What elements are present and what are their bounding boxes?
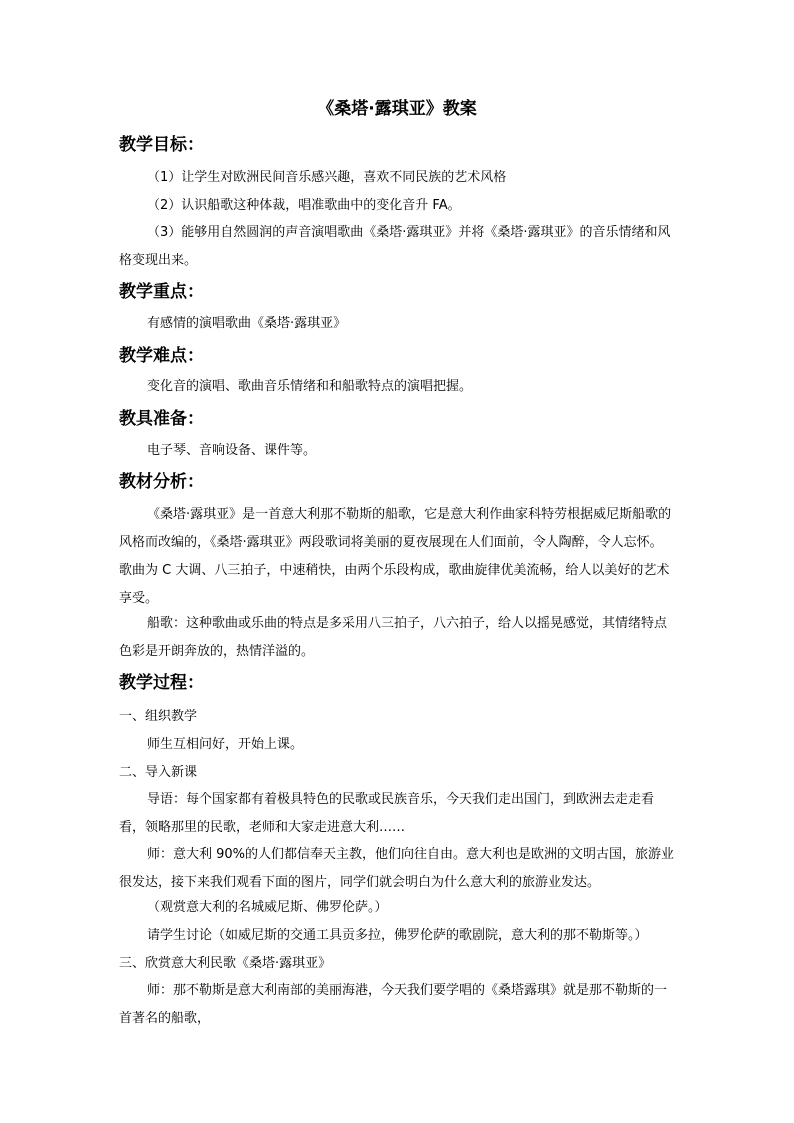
process-step-3-text: 师：那不勒斯是意大利南部的美丽海港，今天我们要学唱的《桑塔露琪》就是那不勒斯的一首著名的船歌， xyxy=(119,983,668,1026)
heading-teaching-process: 教学过程： xyxy=(119,673,204,693)
process-step-3-title: 三、欣赏意大利民歌《桑塔·露琪亚》 xyxy=(119,956,332,971)
analysis-paragraph-2: 船歌：这种歌曲或乐曲的特点是多采用八三拍子，八六拍子，给人以摇晃感觉，其情绪特点色彩是开朗奔放的，热情洋溢的。 xyxy=(119,616,668,659)
difficulties-text: 变化音的演唱、歌曲音乐情绪和和船歌特点的演唱把握。 xyxy=(147,379,473,394)
process-step-1-text: 师生互相问好，开始上课。 xyxy=(147,737,304,752)
heading-teaching-tools: 教具准备： xyxy=(119,409,204,429)
process-step-2-teacher: 师：意大利 90%的人们都信奉天主教，他们向往自由。意大利也是欧洲的文明古国，旅游业很发达，接下来我们观看下面的图片，同学们就会明白为什么意大利的旅游业发达。 xyxy=(119,847,675,890)
heading-material-analysis: 教材分析： xyxy=(119,472,204,492)
tools-text: 电子琴、音响设备、课件等。 xyxy=(147,443,317,458)
goal-item-1: （1）让学生对欧洲民间音乐感兴趣，喜欢不同民族的艺术风格 xyxy=(147,170,507,185)
heading-key-points: 教学重点： xyxy=(119,282,204,302)
process-step-2-title: 二、导入新课 xyxy=(119,765,198,780)
process-step-2-viewing: （观赏意大利的名城威尼斯、佛罗伦萨。） xyxy=(147,900,388,915)
process-step-2-intro: 导语：每个国家都有着极具特色的民歌或民族音乐，今天我们走出国门，到欧洲去走走看看，领略那里的民歌，老师和大家走进意大利…… xyxy=(119,792,655,835)
key-points-text: 有感情的演唱歌曲《桑塔·露琪亚》 xyxy=(147,316,347,331)
goal-item-3: （3）能够用自然圆润的声音演唱歌曲《桑塔·露琪亚》并将《桑塔·露琪亚》的音乐情绪和风格变现出来。 xyxy=(119,225,671,268)
goal-item-2: （2）认识船歌这种体裁，唱准歌曲中的变化音升 FA。 xyxy=(147,198,461,213)
analysis-paragraph-1: 《桑塔·露琪亚》是一首意大利那不勒斯的船歌，它是意大利作曲家科特劳根据威尼斯船歌的风格而改编的，《桑塔·露琪亚》两段歌词将美丽的夏夜展现在人们面前，令人陶醉，令人忘怀。歌曲为 C 大调、八三拍子，中速稍快，由两个乐段构成，歌曲旋律优美流畅，给人以美好的艺术享受。 xyxy=(119,507,672,606)
heading-teaching-goals: 教学目标： xyxy=(119,135,204,155)
process-step-1-title: 一、组织教学 xyxy=(119,709,198,724)
document-title: 《桑塔·露琪亚》教案 xyxy=(317,99,477,119)
process-step-2-discussion: 请学生讨论（如威尼斯的交通工具贡多拉，佛罗伦萨的歌剧院，意大利的那不勒斯等。） xyxy=(147,928,648,943)
heading-difficulties: 教学难点： xyxy=(119,346,204,366)
